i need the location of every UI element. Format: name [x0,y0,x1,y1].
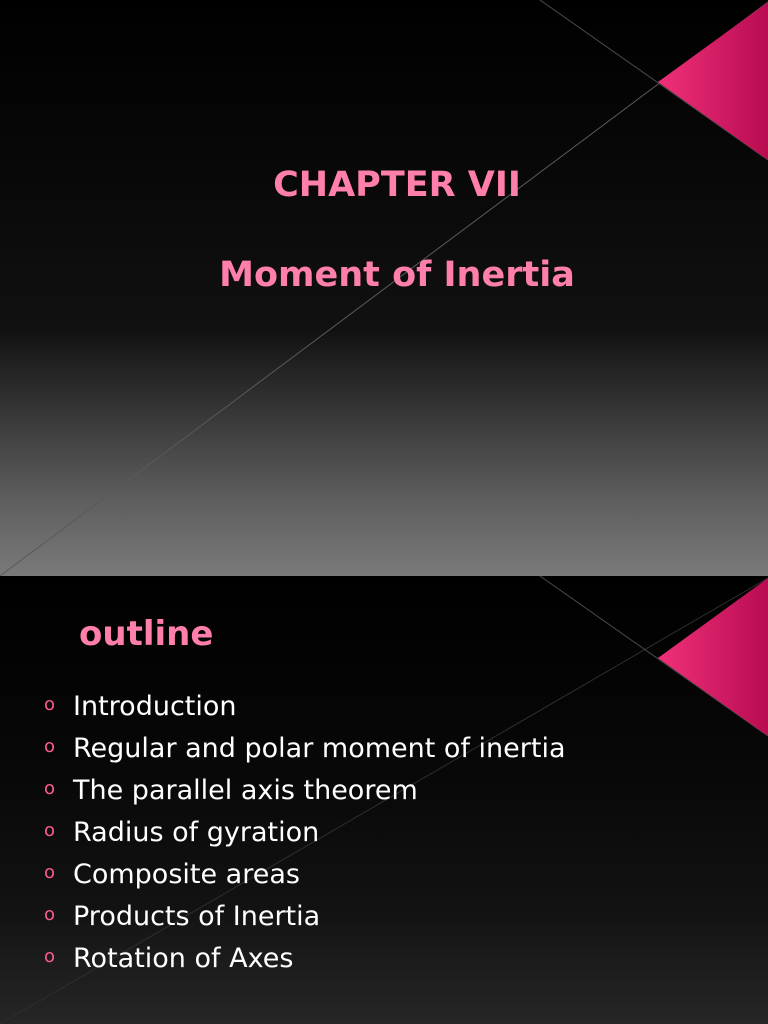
bullet-icon: o [44,694,56,715]
chapter-label: CHAPTER VII [273,165,521,205]
list-item-text: Regular and polar moment of inertia [73,733,566,764]
bullet-icon: o [44,862,56,883]
outline-slide [0,576,768,1024]
bullet-icon: o [44,904,56,925]
list-item-text: Introduction [73,691,237,722]
list-item-text: Radius of gyration [73,817,320,848]
list-item-text: Rotation of Axes [73,943,294,974]
accent-triangle [658,578,768,736]
bullet-icon: o [44,778,56,799]
list-item-text: The parallel axis theorem [73,775,418,806]
list-item-text: Products of Inertia [73,901,321,932]
list-item-text: Composite areas [73,859,300,890]
bullet-icon: o [44,820,56,841]
bullet-icon: o [44,736,56,757]
bullet-icon: o [44,946,56,967]
accent-triangle [658,2,768,160]
chapter-title: Moment of Inertia [219,255,575,295]
outline-heading: outline [79,614,214,654]
